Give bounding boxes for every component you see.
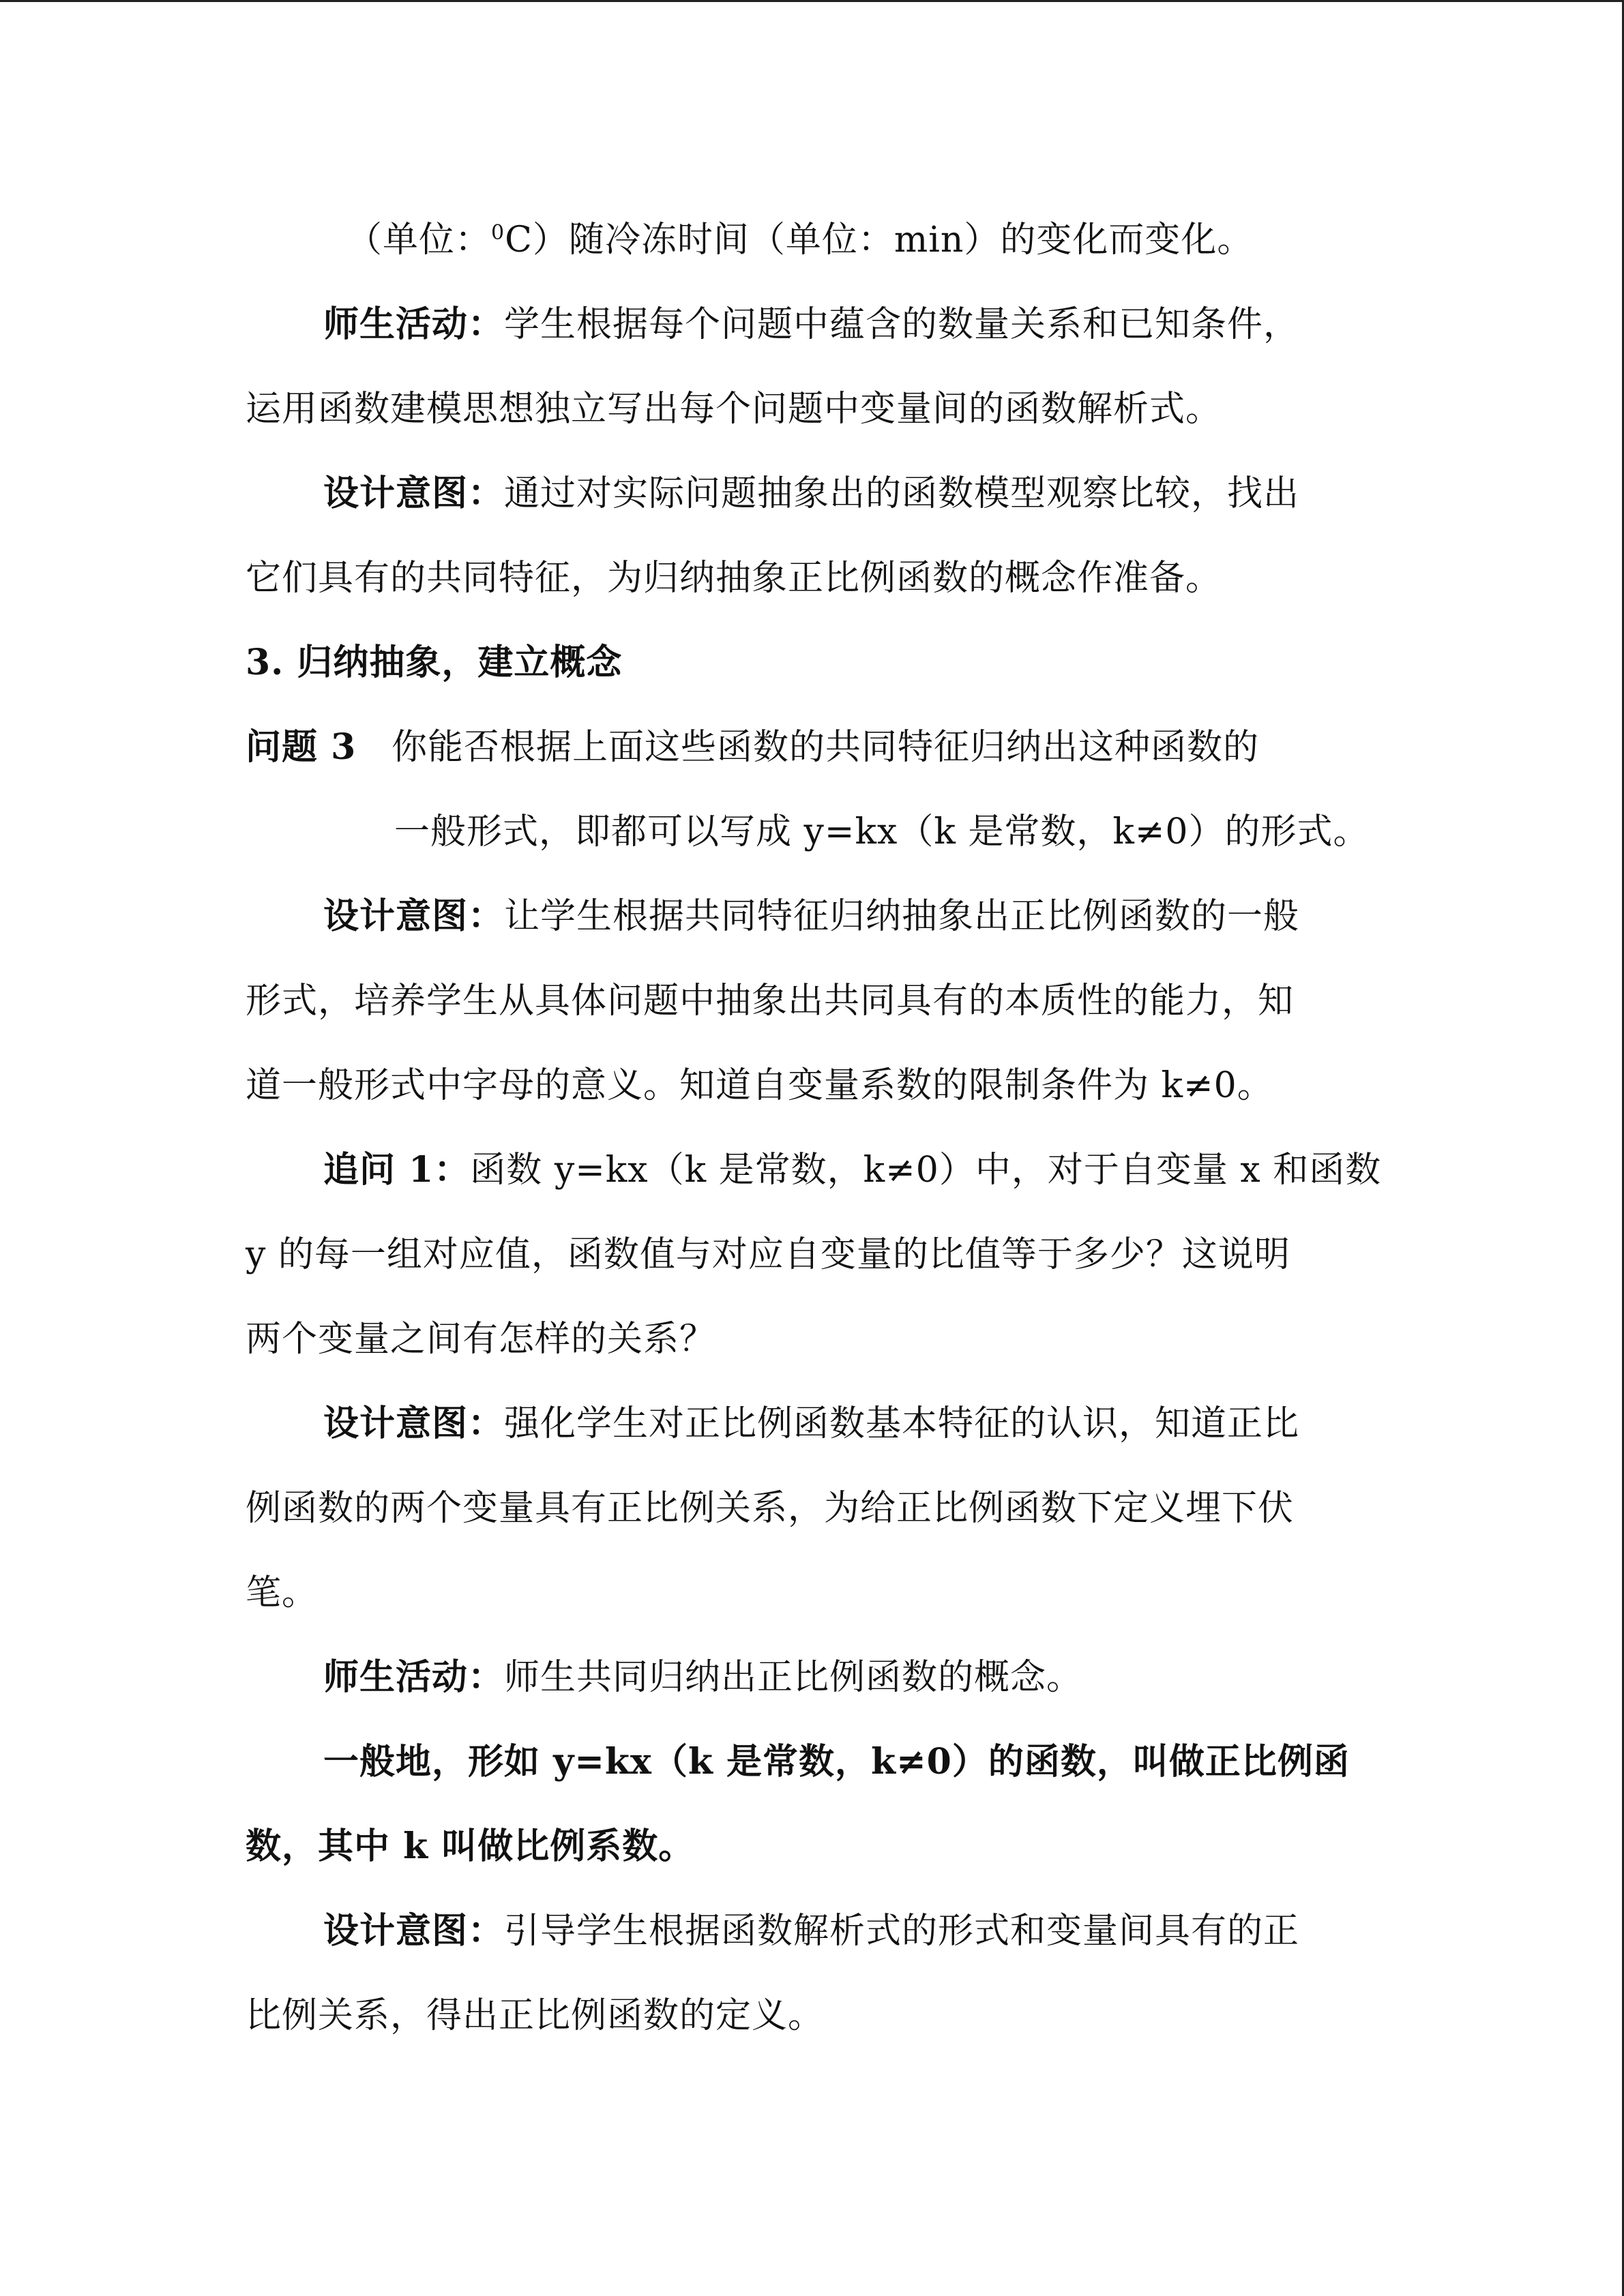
- intent-text-cont: 它们具有的共同特征，为归纳抽象正比例函数的概念作准备。: [246, 558, 1222, 599]
- follow-up-1: [323, 1150, 1381, 1191]
- follow-up-1-cont2: [246, 1319, 715, 1360]
- paragraph-activity-2: [323, 1657, 1082, 1698]
- follow-up-1-text-cont1: y 的每一组对应值，函数值与对应自变量的比值等于多少？这说明: [246, 1234, 1290, 1275]
- paragraph-intent-2-cont2: [246, 1065, 1273, 1106]
- follow-up-1-cont1: [246, 1234, 1290, 1275]
- intent-4-text: 引导学生根据函数解析式的形式和变量间具有的正: [504, 1911, 1300, 1952]
- line-units: [346, 220, 1253, 260]
- activity-text-cont: 运用函数建模思想独立写出每个问题中变量间的函数解析式。: [246, 389, 1222, 430]
- intent-2-text-cont1: 形式，培养学生从具体问题中抽象出共同具有的本质性的能力，知: [246, 981, 1295, 1022]
- follow-up-1-text: 函数 y=kx（k 是常数，k≠0）中，对于自变量 x 和函数: [470, 1150, 1382, 1191]
- paragraph-activity-1: [323, 304, 1299, 345]
- degree-superscript: 0: [491, 221, 505, 245]
- paragraph-intent-1-cont: [246, 558, 1222, 599]
- definition-text-cont: 数，其中 k 叫做比例系数。: [246, 1825, 695, 1867]
- definition-cont: [246, 1826, 694, 1867]
- intent-4-text-cont: 比例关系，得出正比例函数的定义。: [246, 1995, 825, 2036]
- paragraph-activity-1-cont: [246, 389, 1222, 430]
- label-intent-4: 设计意图：: [323, 1910, 505, 1952]
- label-intent-2: 设计意图：: [323, 895, 505, 937]
- paragraph-intent-4: [323, 1911, 1299, 1952]
- intent-3-text-cont2: 笔。: [246, 1572, 319, 1613]
- paragraph-intent-2: [323, 896, 1299, 937]
- definition-text: 一般地，形如 y=kx（k 是常数，k≠0）的函数，叫做正比例函: [323, 1741, 1350, 1783]
- intent-2-text: 让学生根据共同特征归纳抽象出正比例函数的一般: [504, 896, 1300, 937]
- follow-up-1-text-cont2: 两个变量之间有怎样的关系？: [246, 1319, 716, 1360]
- activity-2-text: 师生共同归纳出正比例函数的概念。: [504, 1657, 1083, 1698]
- intent-2-text-cont2: 道一般形式中字母的意义。知道自变量系数的限制条件为 k≠0。: [246, 1065, 1273, 1106]
- question-3: [246, 727, 1259, 768]
- paragraph-intent-3-cont2: [246, 1572, 318, 1613]
- section-heading: [246, 642, 622, 683]
- paragraph-intent-1: [323, 473, 1299, 514]
- paragraph-intent-4-cont: [246, 1995, 824, 2036]
- question-3-text-cont: 一般形式，即都可以写成 y=kx（k 是常数，k≠0）的形式。: [394, 811, 1370, 852]
- label-intent: 设计意图：: [323, 473, 505, 514]
- paragraph-intent-3: [323, 1403, 1299, 1444]
- label-question-3: 问题 3: [246, 726, 357, 768]
- intent-text: 通过对实际问题抽象出的函数模型观察比较，找出: [504, 473, 1300, 514]
- paragraph-intent-3-cont1: [246, 1488, 1294, 1529]
- label-activity-2: 师生活动：: [323, 1656, 505, 1698]
- section-heading-text: 3. 归纳抽象，建立概念: [246, 642, 623, 683]
- units-text-a: （单位：: [346, 220, 492, 260]
- label-follow-up-1: 追问 1：: [323, 1149, 471, 1191]
- units-text-b: C）随冷冻时间（单位：min）的变化而变化。: [505, 220, 1254, 260]
- label-intent-3: 设计意图：: [323, 1403, 505, 1444]
- intent-3-text: 强化学生对正比例函数基本特征的认识，知道正比: [504, 1403, 1300, 1444]
- paragraph-intent-2-cont1: [246, 981, 1294, 1022]
- definition: [323, 1742, 1350, 1783]
- question-3-text: 你能否根据上面这些函数的共同特征归纳出这种函数的: [392, 727, 1260, 768]
- intent-3-text-cont1: 例函数的两个变量具有正比例关系，为给正比例函数下定义埋下伏: [246, 1488, 1295, 1529]
- activity-text: 学生根据每个问题中蕴含的数量关系和已知条件，: [504, 304, 1300, 345]
- label-activity: 师生活动：: [323, 303, 505, 345]
- question-3-cont: [394, 811, 1370, 852]
